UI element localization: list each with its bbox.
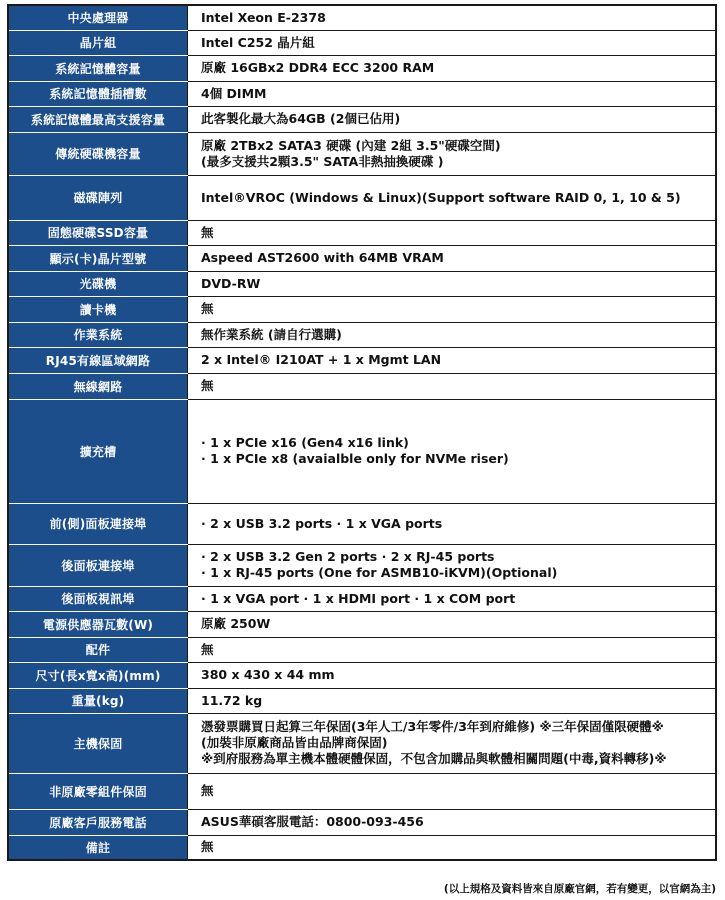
spec-value-line: · 1 x RJ-45 ports (One for ASMB10-iKVM)(Optional) xyxy=(201,565,558,580)
spec-row xyxy=(8,809,716,835)
spec-row xyxy=(8,245,716,271)
spec-label: 後面板連接埠 xyxy=(8,544,188,586)
spec-value-line: 2 x Intel® I210AT + 1 x Mgmt LAN xyxy=(201,352,442,367)
spec-value xyxy=(188,503,717,544)
spec-label: 讀卡機 xyxy=(8,296,188,322)
spec-value xyxy=(188,55,717,81)
spec-row xyxy=(8,835,716,860)
spec-row xyxy=(8,373,716,399)
spec-row xyxy=(8,271,716,296)
spec-row xyxy=(8,347,716,373)
spec-table xyxy=(7,4,717,861)
spec-value-line: Aspeed AST2600 with 64MB VRAM xyxy=(201,250,444,265)
spec-value-line: (最多支援共2顆3.5" SATA非熱抽換硬碟 ) xyxy=(201,153,444,169)
spec-value xyxy=(188,688,717,713)
spec-label: 磁碟陣列 xyxy=(8,175,188,220)
spec-label: 配件 xyxy=(8,637,188,662)
spec-value-line: 380 x 430 x 44 mm xyxy=(201,667,335,682)
spec-value xyxy=(188,637,717,662)
spec-value xyxy=(188,611,717,637)
spec-label: 尺寸(長x寬x高)(mm) xyxy=(8,662,188,688)
spec-label: 傳統硬碟機容量 xyxy=(8,132,188,175)
spec-value xyxy=(188,175,717,220)
spec-row xyxy=(8,611,716,637)
spec-value xyxy=(188,81,717,106)
spec-value-line: 原廠 2TBx2 SATA3 硬碟 (內建 2組 3.5"硬碟空間) xyxy=(201,137,501,153)
spec-row xyxy=(8,30,716,55)
spec-value xyxy=(188,544,717,586)
spec-label: 重量(kg) xyxy=(8,688,188,713)
spec-label: 顯示(卡)晶片型號 xyxy=(8,245,188,271)
spec-row xyxy=(8,586,716,611)
spec-label: 固態硬碟SSD容量 xyxy=(8,220,188,245)
spec-label: 中央處理器 xyxy=(8,5,188,30)
spec-label: 後面板視訊埠 xyxy=(8,586,188,611)
spec-row xyxy=(8,399,716,503)
spec-value xyxy=(188,5,717,30)
spec-value xyxy=(188,347,717,373)
spec-row xyxy=(8,296,716,322)
spec-value-line: ASUS華碩客服電話：0800-093-456 xyxy=(201,814,424,829)
spec-value-line: Intel C252 晶片組 xyxy=(201,34,315,50)
spec-value-line: 無作業系統 (請自行選購) xyxy=(201,326,342,342)
spec-value-line: · 2 x USB 3.2 Gen 2 ports · 2 x RJ-45 ports xyxy=(201,549,495,564)
spec-value-line: 無 xyxy=(201,641,214,657)
spec-row xyxy=(8,175,716,220)
spec-value-line: 4個 DIMM xyxy=(201,85,267,101)
spec-row xyxy=(8,503,716,544)
spec-label: 系統記憶體容量 xyxy=(8,55,188,81)
spec-value xyxy=(188,132,717,175)
spec-value xyxy=(188,373,717,399)
spec-label: 擴充槽 xyxy=(8,399,188,503)
spec-value xyxy=(188,399,717,503)
spec-label: RJ45有線區域網路 xyxy=(8,347,188,373)
spec-value-line: (加裝非原廠商品皆由品牌商保固) xyxy=(201,735,388,750)
spec-value xyxy=(188,220,717,245)
spec-value xyxy=(188,271,717,296)
spec-value-line: 此客製化最大為64GB (2個已佔用) xyxy=(201,111,401,126)
spec-row xyxy=(8,322,716,347)
spec-row xyxy=(8,544,716,586)
spec-row xyxy=(8,220,716,245)
spec-label: 無線網路 xyxy=(8,373,188,399)
spec-value xyxy=(188,713,717,773)
spec-value-line: 無 xyxy=(201,224,214,240)
spec-row xyxy=(8,688,716,713)
spec-table-body xyxy=(8,5,716,860)
spec-value xyxy=(188,296,717,322)
spec-value-line: 無 xyxy=(201,378,214,393)
spec-label: 備註 xyxy=(8,835,188,860)
footnote: (以上規格及資料皆來自原廠官網，若有變更，以官網為主) xyxy=(443,883,716,895)
spec-label: 原廠客戶服務電話 xyxy=(8,809,188,835)
spec-value xyxy=(188,30,717,55)
spec-row xyxy=(8,106,716,132)
spec-label: 電源供應器瓦數(W) xyxy=(8,611,188,637)
spec-value-line: Intel®VROC (Windows & Linux)(Support software RAID 0, 1, 10 & 5) xyxy=(201,189,681,205)
spec-value-line: 原廠 16GBx2 DDR4 ECC 3200 RAM xyxy=(201,60,435,75)
spec-value-line: 無 xyxy=(201,301,214,316)
spec-value xyxy=(188,586,717,611)
spec-value-line: · 2 x USB 3.2 ports · 1 x VGA ports xyxy=(201,515,443,531)
spec-value-line: Intel Xeon E-2378 xyxy=(201,9,326,25)
spec-label: 作業系統 xyxy=(8,322,188,347)
spec-value-line: 無 xyxy=(201,783,214,798)
spec-value-line: ※到府服務為單主機本體硬體保固，不包含加購品與軟體相關問題(中毒,資料轉移)※ xyxy=(201,751,667,766)
spec-value xyxy=(188,106,717,132)
spec-label: 前(側)面板連接埠 xyxy=(8,503,188,544)
spec-label: 光碟機 xyxy=(8,271,188,296)
spec-row xyxy=(8,773,716,809)
spec-row xyxy=(8,637,716,662)
spec-label: 非原廠零組件保固 xyxy=(8,773,188,809)
spec-row xyxy=(8,81,716,106)
spec-value xyxy=(188,809,717,835)
spec-value-line: 憑發票購買日起算三年保固(3年人工/3年零件/3年到府維修) ※三年保固僅限硬體※ xyxy=(201,719,664,734)
spec-value-line: 原廠 250W xyxy=(201,616,271,631)
spec-value-line: DVD-RW xyxy=(201,275,261,291)
spec-row xyxy=(8,5,716,30)
spec-row xyxy=(8,132,716,175)
spec-value-line: 11.72 kg xyxy=(201,692,263,708)
spec-value-line: · 1 x PCIe x16 (Gen4 x16 link) xyxy=(201,435,409,450)
spec-label: 晶片組 xyxy=(8,30,188,55)
spec-value-line: · 1 x VGA port · 1 x HDMI port · 1 x COM port xyxy=(201,590,516,606)
spec-row xyxy=(8,662,716,688)
spec-row xyxy=(8,713,716,773)
spec-value xyxy=(188,322,717,347)
spec-value xyxy=(188,245,717,271)
spec-label: 系統記憶體最高支援容量 xyxy=(8,106,188,132)
spec-value xyxy=(188,662,717,688)
spec-value xyxy=(188,773,717,809)
spec-row xyxy=(8,55,716,81)
spec-label: 系統記憶體插槽數 xyxy=(8,81,188,106)
spec-value-line: 無 xyxy=(201,839,214,855)
spec-value xyxy=(188,835,717,860)
spec-label: 主機保固 xyxy=(8,713,188,773)
spec-value-line: · 1 x PCIe x8 (avaialble only for NVMe riser) xyxy=(201,451,509,466)
